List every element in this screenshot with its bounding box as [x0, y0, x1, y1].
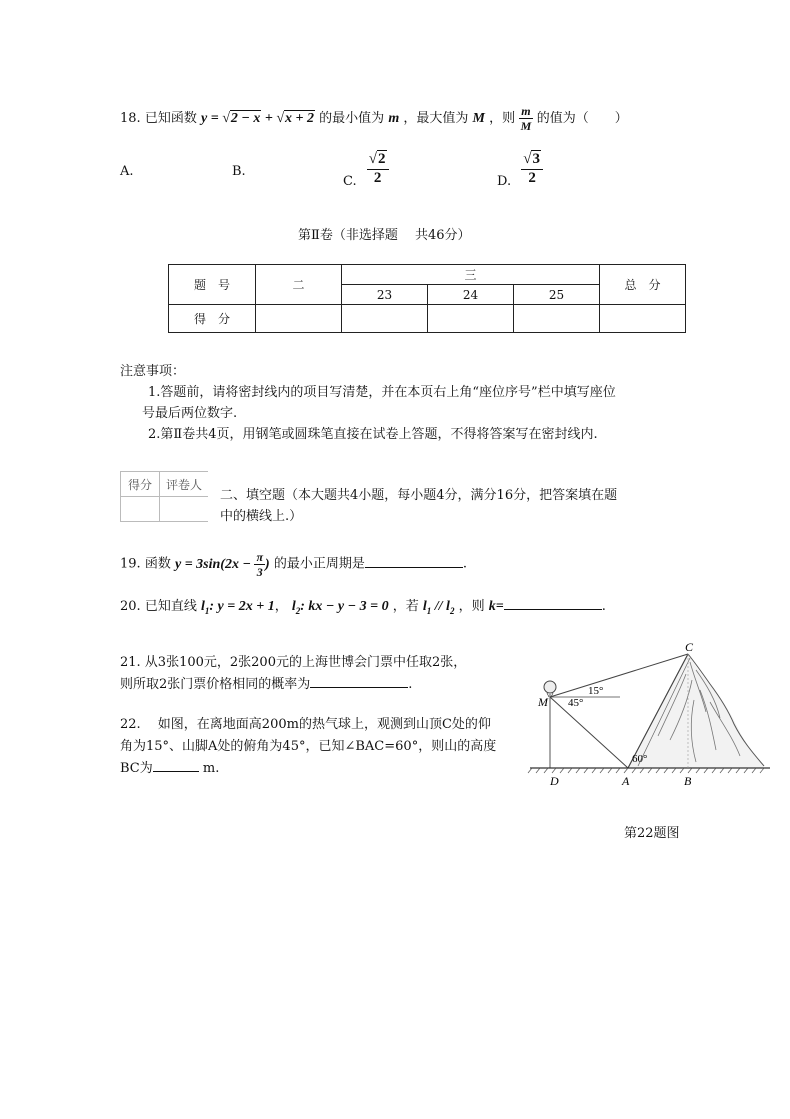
q21-end: . [408, 677, 413, 692]
score-cell-23 [342, 305, 428, 333]
q19-answer-blank[interactable] [365, 567, 463, 568]
option-c [343, 150, 389, 190]
option-a-label: A. [120, 164, 134, 179]
q22-line-3-a: BC为 [120, 761, 153, 776]
option-b [232, 164, 246, 179]
q20-k-label: k= [488, 599, 504, 614]
q21-line-2 [120, 673, 412, 692]
balloon-icon [544, 681, 556, 693]
sub-col-25: 25 [514, 285, 600, 305]
note-item-1-line-2: 号最后两位数字. [142, 406, 238, 421]
section-two-header: 二 [256, 265, 342, 305]
q20-text-c: ，则 [458, 599, 485, 614]
option-d [497, 150, 543, 190]
ground-hatch [528, 768, 764, 773]
q21-line-2-text: 则所取2张门票价格相同的概率为 [120, 677, 311, 692]
note-item-2: 2.第Ⅱ卷共4页，用钢笔或圆珠笔直接在试卷上答题，不得将答案写在密封线内. [148, 427, 598, 442]
point-c: C [685, 640, 694, 654]
q21-line-1: 21. 从3张100元，2张200元的上海世博会门票中任取2张， [120, 655, 467, 670]
q22-line-2: 角为15°、山脚A处的俯角为45°，已知∠BAC=60°，则山的高度 [120, 739, 497, 754]
figure-caption: 第22题图 [624, 826, 680, 841]
q22-line-3 [120, 757, 219, 776]
q18-text-e: 的值为（ ） [536, 111, 628, 126]
section-2-line-1: 二、填空题（本大题共4小题，每小题4分，满分16分，把答案填在题 [220, 488, 618, 503]
grader-score-label: 得分 [121, 472, 160, 497]
angle-45: 45° [568, 697, 584, 709]
q20-answer-blank[interactable] [504, 609, 602, 610]
q20-line-1: $l_1$: y = 2x + 1 [200, 599, 275, 616]
question-number-header: 题 号 [169, 265, 256, 305]
angle-60: 60° [632, 753, 648, 765]
angle-15: 15° [588, 685, 604, 697]
grader-name-cell [160, 497, 209, 522]
q20-text-b: ，若 [392, 599, 419, 614]
q18-ratio: $\frac{m}{M}$ [520, 104, 532, 133]
q22-figure [520, 640, 775, 800]
notes-title: 注意事项： [120, 364, 186, 379]
point-a: A [622, 774, 630, 788]
option-d-value: $\frac{√3}{2}$ [521, 150, 543, 186]
q18-min-symbol: m [388, 111, 400, 126]
q22-answer-blank[interactable] [153, 771, 199, 772]
question-18 [120, 105, 628, 132]
section-2-line-2: 中的横线上.） [220, 509, 303, 524]
option-c-value: $\frac{√2}{2}$ [367, 150, 389, 186]
q22-line-3-b: m. [198, 761, 220, 776]
option-b-label: B. [232, 164, 246, 179]
option-d-label: D. [497, 174, 512, 190]
option-c-label: C. [343, 174, 357, 190]
q19-text-a: 函数 [144, 556, 171, 572]
sight-line-ma [550, 697, 628, 768]
question-20: 20. 已知直线 $l_1$: y = 2x + 1， $l_2$: kx − y − 3 = 0 ，若 $l_1 // l_2$ ，则 k= . [120, 599, 606, 616]
section-three-header: 三 [342, 265, 600, 285]
score-table [168, 264, 686, 333]
q19-text-b: 的最小正周期是 [273, 556, 365, 572]
score-cell-two [256, 305, 342, 333]
score-cell-total [600, 305, 686, 333]
q18-text-d: ，则 [489, 111, 516, 126]
option-a [120, 164, 134, 179]
part2-title: 第Ⅱ卷（非选择题 共46分） [298, 228, 471, 243]
score-cell-24 [428, 305, 514, 333]
q21-answer-blank[interactable] [310, 687, 408, 688]
q19-number: 19. [120, 556, 141, 572]
total-header: 总 分 [600, 265, 686, 305]
q20-end: . [601, 599, 606, 614]
q19-formula: y = 3sin(2x − $\frac{\pi}{3}$ ) [174, 550, 270, 579]
point-m: M [538, 695, 548, 709]
q20-parallel: $l_1 // l_2$ [422, 599, 455, 616]
q18-number: 18. [120, 111, 141, 126]
point-b: B [684, 774, 692, 788]
note-item-1-line-1: 1.答题前，请将密封线内的项目写清楚，并在本页右上角“座位序号”栏中填写座位 [148, 385, 616, 400]
grader-box [120, 471, 208, 522]
grader-score-cell [121, 497, 160, 522]
sight-line-mc [550, 654, 688, 697]
q18-max-symbol: M [472, 111, 485, 126]
sub-col-24: 24 [428, 285, 514, 305]
q20-text-a: 已知直线 [144, 599, 197, 614]
score-row-label: 得 分 [169, 305, 256, 333]
q20-line-2: $l_2$: kx − y − 3 = 0 [291, 599, 389, 616]
q20-number: 20. [120, 599, 141, 614]
score-cell-25 [514, 305, 600, 333]
q18-formula: y = √2 − x + √x + 2 [200, 111, 315, 126]
q18-text-c: ，最大值为 [403, 111, 469, 126]
sub-col-23: 23 [342, 285, 428, 305]
grader-name-label: 评卷人 [160, 472, 209, 497]
point-d: D [550, 774, 559, 788]
q22-line-1: 22. 如图，在离地面高200m的热气球上，观测到山顶C处的仰 [120, 717, 491, 732]
q19-end: . [462, 556, 467, 572]
question-19 [120, 551, 467, 578]
q18-text-a: 已知函数 [144, 111, 197, 126]
q18-text-b: 的最小值为 [319, 111, 385, 126]
